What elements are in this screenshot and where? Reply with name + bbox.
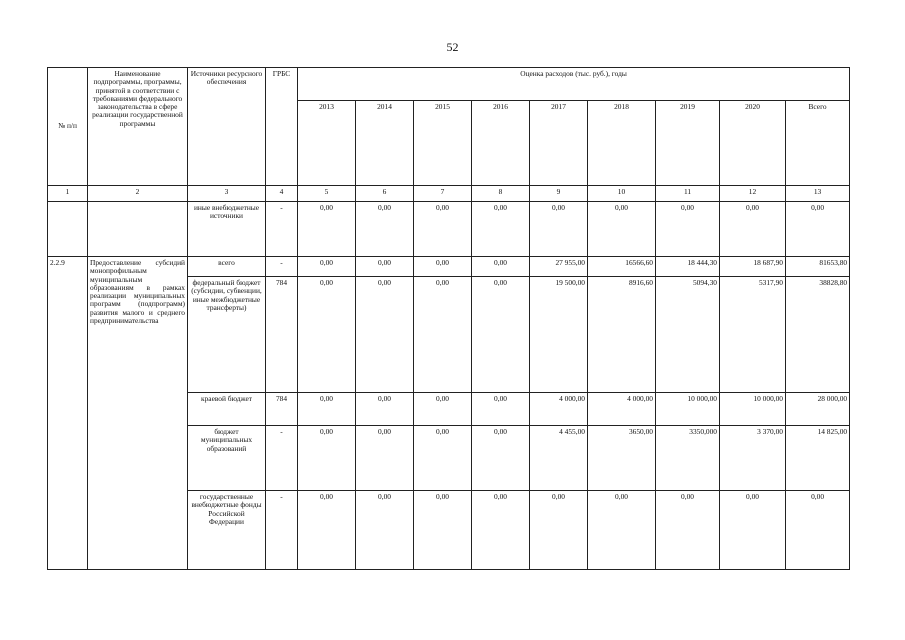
value-cell: 16566,60 (588, 257, 656, 277)
value-cell: 0,00 (472, 202, 530, 257)
value-cell: 0,00 (656, 202, 720, 257)
value-cell: 0,00 (356, 491, 414, 570)
value-cell: 19 500,00 (530, 277, 588, 393)
header-year: 2020 (720, 101, 786, 186)
value-cell: 0,00 (656, 491, 720, 570)
column-index: 1 (48, 186, 88, 202)
value-cell: 0,00 (472, 277, 530, 393)
column-index: 12 (720, 186, 786, 202)
source-cell: государственные внебюджетные фонды Российской Федерации (188, 491, 266, 570)
grbs-cell: - (266, 257, 298, 277)
value-cell: 0,00 (786, 202, 850, 257)
value-cell: 0,00 (414, 491, 472, 570)
value-cell: 0,00 (530, 491, 588, 570)
grbs-cell: - (266, 491, 298, 570)
value-cell: 0,00 (298, 277, 356, 393)
value-cell: 0,00 (588, 202, 656, 257)
value-cell: 0,00 (356, 257, 414, 277)
value-cell: 28 000,00 (786, 393, 850, 426)
column-index: 9 (530, 186, 588, 202)
column-index: 11 (656, 186, 720, 202)
column-index: 13 (786, 186, 850, 202)
value-cell: 0,00 (298, 491, 356, 570)
grbs-cell: 784 (266, 393, 298, 426)
page-number: 52 (446, 40, 459, 54)
value-cell: 3350,000 (656, 426, 720, 491)
value-cell: 0,00 (472, 393, 530, 426)
header-year: 2014 (356, 101, 414, 186)
value-cell: 0,00 (720, 202, 786, 257)
header-source: Источники ресурсного обеспечения (188, 68, 266, 186)
column-index: 5 (298, 186, 356, 202)
value-cell: 0,00 (356, 393, 414, 426)
table-row (48, 257, 850, 277)
value-cell: 0,00 (414, 257, 472, 277)
header-estimate: Оценка расходов (тыс. руб.), годы (298, 68, 850, 101)
value-cell: 0,00 (720, 491, 786, 570)
table-row (48, 202, 850, 257)
value-cell: 38828,80 (786, 277, 850, 393)
value-cell: 0,00 (588, 491, 656, 570)
item-number: 2.2.9 (48, 257, 88, 570)
value-cell: 0,00 (414, 277, 472, 393)
column-index: 4 (266, 186, 298, 202)
value-cell: 10 000,00 (656, 393, 720, 426)
value-cell: 0,00 (298, 426, 356, 491)
value-cell: 5094,30 (656, 277, 720, 393)
column-index: 3 (188, 186, 266, 202)
value-cell: 27 955,00 (530, 257, 588, 277)
empty-cell (88, 202, 188, 257)
header-num: № п/п (48, 68, 88, 186)
value-cell: 10 000,00 (720, 393, 786, 426)
value-cell: 0,00 (472, 426, 530, 491)
value-cell: 14 825,00 (786, 426, 850, 491)
header-year: 2015 (414, 101, 472, 186)
header-grbs: ГРБС (266, 68, 298, 186)
source-cell: краевой бюджет (188, 393, 266, 426)
value-cell: 8916,60 (588, 277, 656, 393)
value-cell: 0,00 (298, 257, 356, 277)
value-cell: 0,00 (356, 277, 414, 393)
value-cell: 4 000,00 (588, 393, 656, 426)
value-cell: 18 444,30 (656, 257, 720, 277)
value-cell: 3650,00 (588, 426, 656, 491)
expenses-table (47, 67, 850, 570)
column-index: 6 (356, 186, 414, 202)
grbs-cell: 784 (266, 277, 298, 393)
value-cell: 0,00 (786, 491, 850, 570)
value-cell: 0,00 (414, 202, 472, 257)
column-index: 7 (414, 186, 472, 202)
header-year: 2018 (588, 101, 656, 186)
grbs-cell: - (266, 202, 298, 257)
column-index: 10 (588, 186, 656, 202)
value-cell: 0,00 (530, 202, 588, 257)
value-cell: 0,00 (298, 202, 356, 257)
value-cell: 5317,90 (720, 277, 786, 393)
header-year: 2019 (656, 101, 720, 186)
value-cell: 0,00 (472, 491, 530, 570)
source-cell: федеральный бюджет (субсидии, субвенции, иные межбюджетные трансферты) (188, 277, 266, 393)
header-year: 2017 (530, 101, 588, 186)
value-cell: 0,00 (356, 202, 414, 257)
value-cell: 81653,80 (786, 257, 850, 277)
header-year: 2013 (298, 101, 356, 186)
header-name: Наименование подпрограммы, программы, принятой в соответствии с требованиями федерального законодательства в сфере реализации государственной программы (88, 68, 188, 186)
column-index: 8 (472, 186, 530, 202)
value-cell: 18 687,90 (720, 257, 786, 277)
table-header-row (48, 68, 850, 101)
grbs-cell: - (266, 426, 298, 491)
value-cell: 0,00 (414, 393, 472, 426)
value-cell: 4 000,00 (530, 393, 588, 426)
value-cell: 4 455,00 (530, 426, 588, 491)
source-cell: иные внебюджетные источники (188, 202, 266, 257)
header-total: Всего (786, 101, 850, 186)
empty-cell (48, 202, 88, 257)
source-cell: всего (188, 257, 266, 277)
value-cell: 0,00 (414, 426, 472, 491)
source-cell: бюджет муниципальных образований (188, 426, 266, 491)
value-cell: 0,00 (298, 393, 356, 426)
column-index-row (48, 186, 850, 202)
header-year: 2016 (472, 101, 530, 186)
value-cell: 0,00 (472, 257, 530, 277)
value-cell: 0,00 (356, 426, 414, 491)
value-cell: 3 370,00 (720, 426, 786, 491)
column-index: 2 (88, 186, 188, 202)
item-name: Предоставление субсидий монопрофильным муниципальным образованиям в рамках реализации муниципальных программ (подпрограмм) развития малого и среднего предпринимательства (88, 257, 188, 570)
